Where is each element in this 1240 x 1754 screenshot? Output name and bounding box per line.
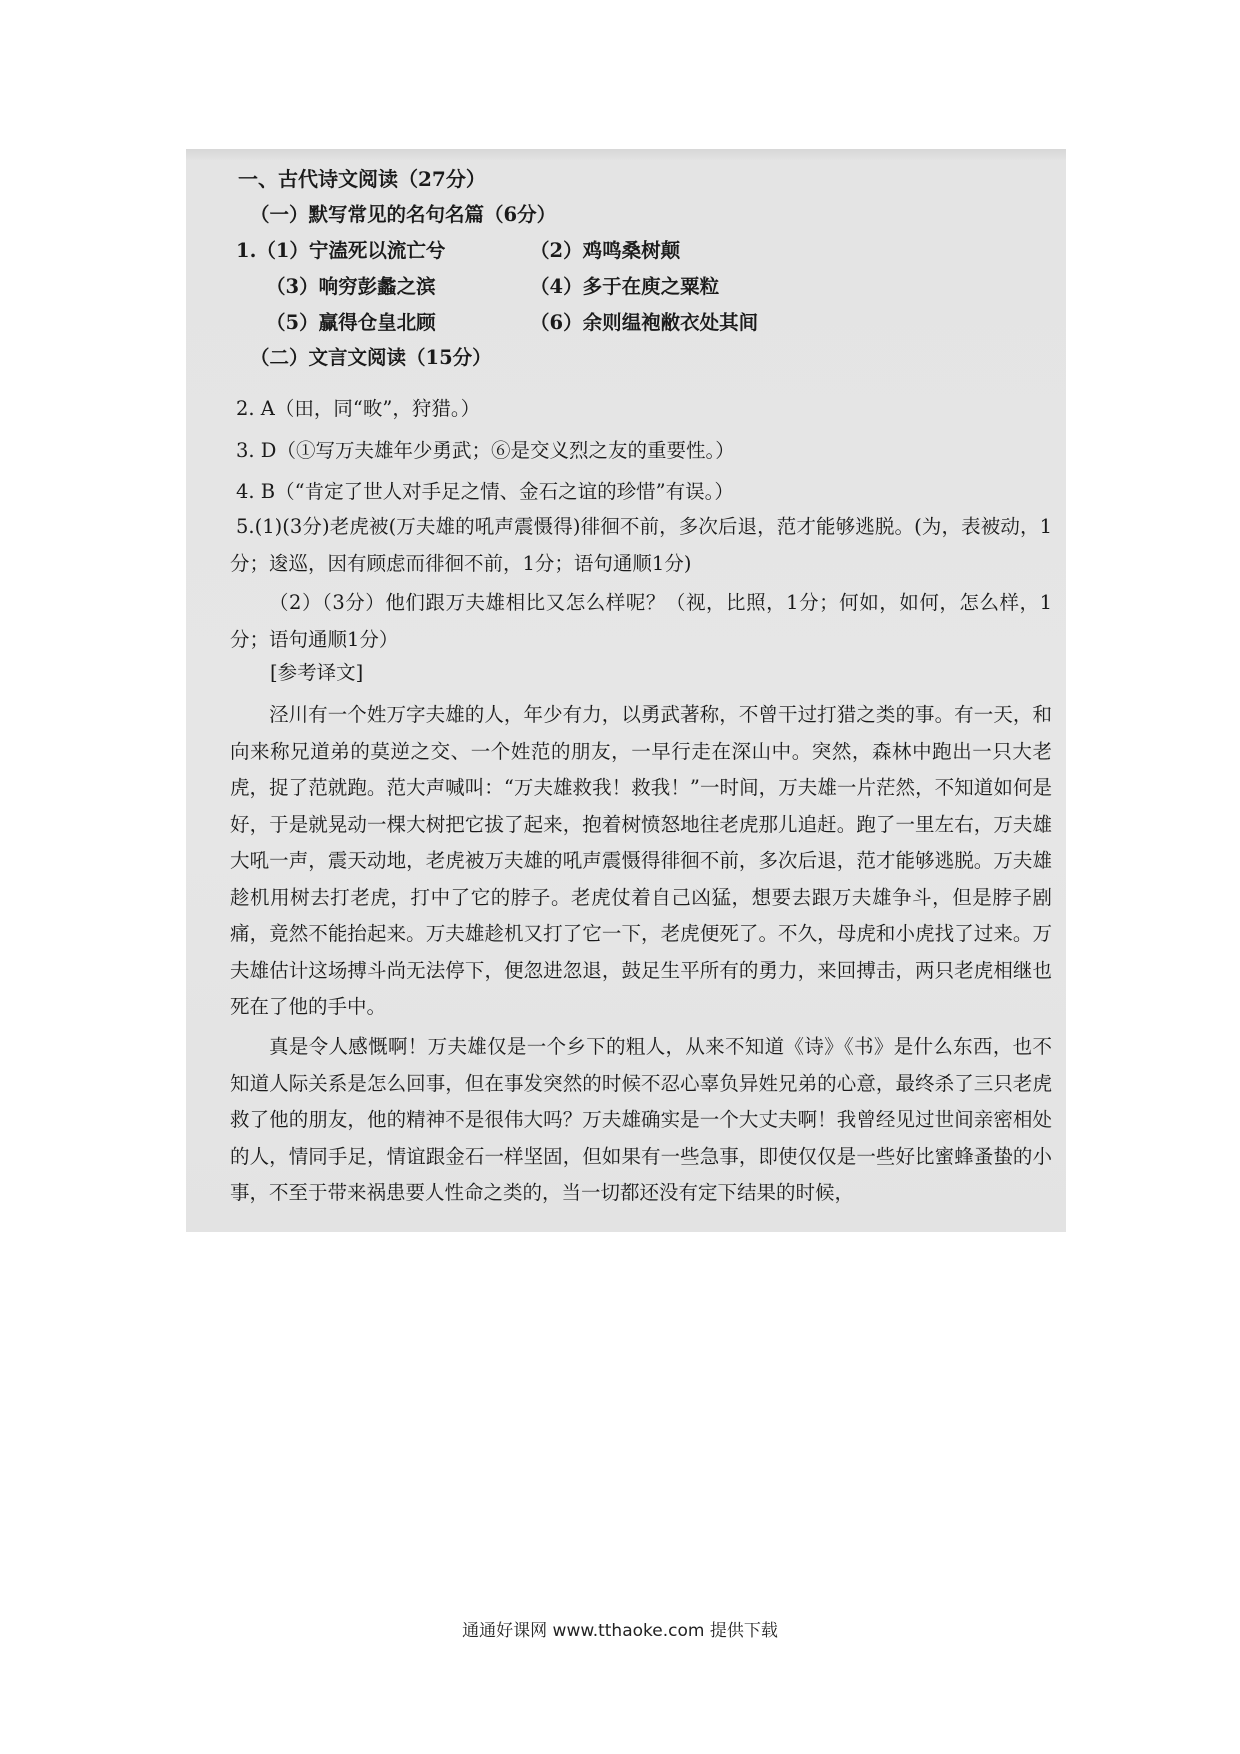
- answer-1-6: （6）余则缊袍敝衣处其间: [530, 311, 759, 334]
- answer-5-1: [230, 509, 1052, 582]
- translation-paragraph-1: 泾川有一个姓万字夫雄的人，年少有力，以勇武著称，不曾干过打猎之类的事。有一天，和向来称兄道弟的莫逆之交、一个姓范的朋友，一早行走在深山中。突然，森林中跑出一只大老虎，捉了范就跑。范大声喊叫：“万夫雄救我！救我！”一时间，万夫雄一片茫然，不知道如何是好，于是就晃动一棵大树把它拔了起来，抱着树愤怒地往老虎那儿追赶。跑了一里左右，万夫雄大吼一声，震天动地，老虎被万夫雄的吼声震慑得徘徊不前，多次后退，范才能够逃脱。万夫雄趁机用树去打老虎，打中了它的脖子。老虎仗着自己凶猛，想要去跟万夫雄争斗，但是脖子剧痛，竟然不能抬起来。万夫雄趁机又打了它一下，老虎便死了。不久，母虎和小虎找了过来。万夫雄估计这场搏斗尚无法停下，便忽进忽退，鼓足生平所有的勇力，来回搏击，两只老虎相继也死在了他的手中。: [230, 703, 1052, 1018]
- answer-3: 3. D（①写万夫雄年少勇武；⑥是交义烈之友的重要性。）: [236, 439, 735, 462]
- subsection-title-dictation: （一）默写常见的名句名篇（6分）: [250, 203, 557, 226]
- scanned-answer-sheet: [186, 149, 1066, 1232]
- answer-5-1-text: 5.(1)(3分)老虎被(万夫雄的吼声震慑得)徘徊不前，多次后退，范才能够逃脱。(为，表被动，1分；逡巡，因有顾虑而徘徊不前，1分；语句通顺1分): [230, 515, 1052, 575]
- answer-2: 2. A（田，同“畋”，狩猎。）: [236, 397, 481, 420]
- answer-1-1: 1.（1）宁溘死以流亡兮: [236, 239, 446, 262]
- answer-1-3: （3）响穷彭蠡之滨: [266, 275, 436, 298]
- reference-translation-label: [参考译文]: [270, 661, 364, 684]
- answer-1-5: （5）赢得仓皇北顾: [266, 311, 436, 334]
- answer-1-2: （2）鸡鸣桑树颠: [530, 239, 681, 262]
- answer-5-2: （2）（3分）他们跟万夫雄相比又怎么样呢？（视，比照，1分；何如，如何，怎么样，1分；语句通顺1分）: [230, 591, 1052, 651]
- translation-paragraph-2: 真是令人感慨啊！万夫雄仅是一个乡下的粗人，从来不知道《诗》《书》是什么东西，也不知道人际关系是怎么回事，但在事发突然的时候不忍心辜负异姓兄弟的心意，最终杀了三只老虎救了他的朋友，他的精神不是很伟大吗？万夫雄确实是一个大丈夫啊！我曾经见过世间亲密相处的人，情同手足，情谊跟金石一样坚固，但如果有一些急事，即使仅仅是一些好比蜜蜂蚤蛰的小事，不至于带来祸患要人性命之类的，当一切都还没有定下结果的时候，: [230, 1035, 1052, 1204]
- footer-source: 通通好课网 www.tthaoke.com 提供下载: [462, 1621, 778, 1641]
- answer-1-4: （4）多于在庾之粟粒: [530, 275, 720, 298]
- section-title: 一、古代诗文阅读（27分）: [238, 167, 486, 191]
- answer-4: 4. B（“肯定了世人对手足之情、金石之谊的珍惜”有误。）: [236, 480, 734, 503]
- subsection-title-classical: （二）文言文阅读（15分）: [250, 346, 492, 369]
